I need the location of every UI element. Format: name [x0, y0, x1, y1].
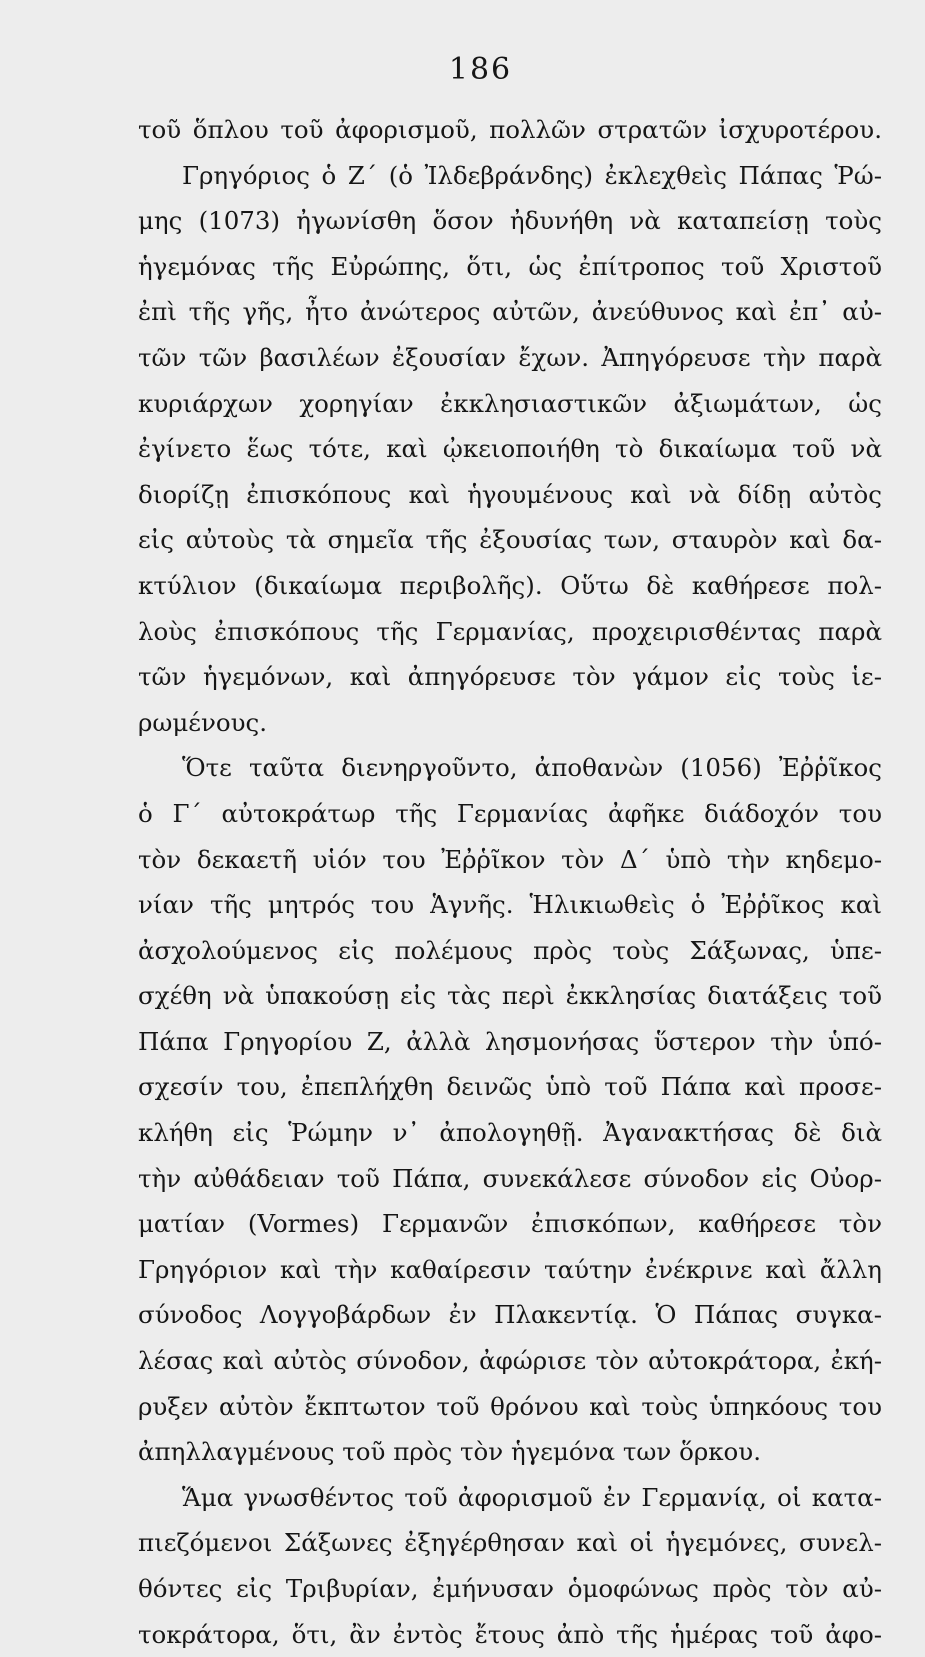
text-line: τῶν ἡγεμόνων, καὶ ἀπηγόρευσε τὸν γάμον εἰς τοὺς ἱε-: [138, 662, 882, 692]
text-line: ἡγεμόνας τῆς Εὐρώπης, ὅτι, ὡς ἐπίτροπος τοῦ Χριστοῦ: [138, 251, 882, 281]
text-line: λέσας καὶ αὐτὸς σύνοδον, ἀφώρισε τὸν αὐτοκράτορα, ἐκή-: [138, 1346, 882, 1376]
text-line: λοὺς ἐπισκόπους τῆς Γερμανίας, προχειρισθέντας παρὰ: [138, 616, 882, 646]
text-line: εἰς αὐτοὺς τὰ σημεῖα τῆς ἐξουσίας των, σταυρὸν καὶ δα-: [138, 525, 882, 555]
text-line: διορίζῃ ἐπισκόπους καὶ ἡγουμένους καὶ νὰ δίδῃ αὐτὸς: [138, 479, 882, 509]
page-number: 186: [448, 52, 513, 87]
text-line: ρωμένους.: [138, 707, 268, 737]
text-line: Πάπα Γρηγορίου Ζ, ἀλλὰ λησμονήσας ὕστερον τὴν ὑπό-: [138, 1026, 882, 1056]
body-text: [138, 107, 882, 1657]
text-line: τοῦ ὅπλου τοῦ ἀφορισμοῦ, πολλῶν στρατῶν ἰσχυροτέρου.: [138, 115, 882, 144]
text-line: ἐπὶ τῆς γῆς, ἦτο ἀνώτερος αὐτῶν, ἀνεύθυνος καὶ ἐπ᾽ αὐ-: [138, 297, 882, 327]
text-line: Γρηγόριος ὁ Ζ΄ (ὁ Ἰλδεβράνδης) ἐκλεχθεὶς Πάπας Ῥώ-: [182, 160, 882, 190]
text-line: ματίαν (Vormes) Γερμανῶν ἐπισκόπων, καθήρεσε τὸν: [138, 1209, 882, 1239]
text-line: κτύλιον (δικαίωμα περιβολῆς). Οὕτω δὲ καθήρεσε πολ-: [138, 570, 882, 600]
text-line: Γρηγόριον καὶ τὴν καθαίρεσιν ταύτην ἐνέκρινε καὶ ἄλλη: [138, 1254, 882, 1284]
text-line: νίαν τῆς μητρός του Ἁγνῆς. Ἡλικιωθεὶς ὁ Ἐῤῥῖκος καὶ: [138, 890, 882, 920]
text-line: τοκράτορα, ὅτι, ἂν ἐντὸς ἔτους ἀπὸ τῆς ἡμέρας τοῦ ἀφο-: [138, 1619, 882, 1649]
text-line: σύνοδος Λογγοβάρδων ἐν Πλακεντίᾳ. Ὁ Πάπας συγκα-: [138, 1300, 882, 1330]
text-line: ρυξεν αὐτὸν ἔκπτωτον τοῦ θρόνου καὶ τοὺς ὑπηκόους του: [138, 1391, 882, 1421]
text-line: σχέθη νὰ ὑπακούσῃ εἰς τὰς περὶ ἐκκλησίας διατάξεις τοῦ: [138, 981, 882, 1011]
text-line: ἀπηλλαγμένους τοῦ πρὸς τὸν ἡγεμόνα των ὅρκου.: [138, 1437, 761, 1467]
text-line: τῶν τῶν βασιλέων ἐξουσίαν ἔχων. Ἀπηγόρευσε τὴν παρὰ: [138, 342, 882, 372]
text-line: Ὅτε ταῦτα διενηργοῦντο, ἀποθανὼν (1056) Ἐῤῥῖκος: [182, 753, 882, 783]
text-line: ἀσχολούμενος εἰς πολέμους πρὸς τοὺς Σάξωνας, ὑπε-: [138, 935, 882, 965]
text-line: πιεζόμενοι Σάξωνες ἐξηγέρθησαν καὶ οἱ ἡγεμόνες, συνελ-: [138, 1528, 882, 1558]
text-line: Ἅμα γνωσθέντος τοῦ ἀφορισμοῦ ἐν Γερμανίᾳ, οἱ κατα-: [182, 1482, 882, 1512]
text-line: κλήθη εἰς Ῥώμην ν᾽ ἀπολογηθῇ. Ἀγανακτήσας δὲ διὰ: [138, 1118, 882, 1148]
text-line: θόντες εἰς Τριβυρίαν, ἐμήνυσαν ὁμοφώνως πρὸς τὸν αὐ-: [138, 1574, 882, 1603]
text-line: τὸν δεκαετῆ υἱόν του Ἐῤῥῖκον τὸν Δ΄ ὑπὸ τὴν κηδεμο-: [138, 844, 882, 874]
text-line: σχεσίν του, ἐπεπλήχθη δεινῶς ὑπὸ τοῦ Πάπα καὶ προσε-: [138, 1072, 882, 1102]
text-line: τὴν αὐθάδειαν τοῦ Πάπα, συνεκάλεσε σύνοδον εἰς Οὐορ-: [138, 1163, 882, 1193]
text-line: ἐγίνετο ἕως τότε, καὶ ᾠκειοποιήθη τὸ δικαίωμα τοῦ νὰ: [138, 434, 882, 464]
text-line: μης (1073) ἠγωνίσθη ὅσον ἠδυνήθη νὰ καταπείσῃ τοὺς: [138, 206, 882, 236]
text-line: κυριάρχων χορηγίαν ἐκκλησιαστικῶν ἀξιωμάτων, ὡς: [138, 388, 882, 418]
text-line: ὁ Γ΄ αὐτοκράτωρ τῆς Γερμανίας ἀφῆκε διάδοχόν του: [138, 798, 882, 828]
